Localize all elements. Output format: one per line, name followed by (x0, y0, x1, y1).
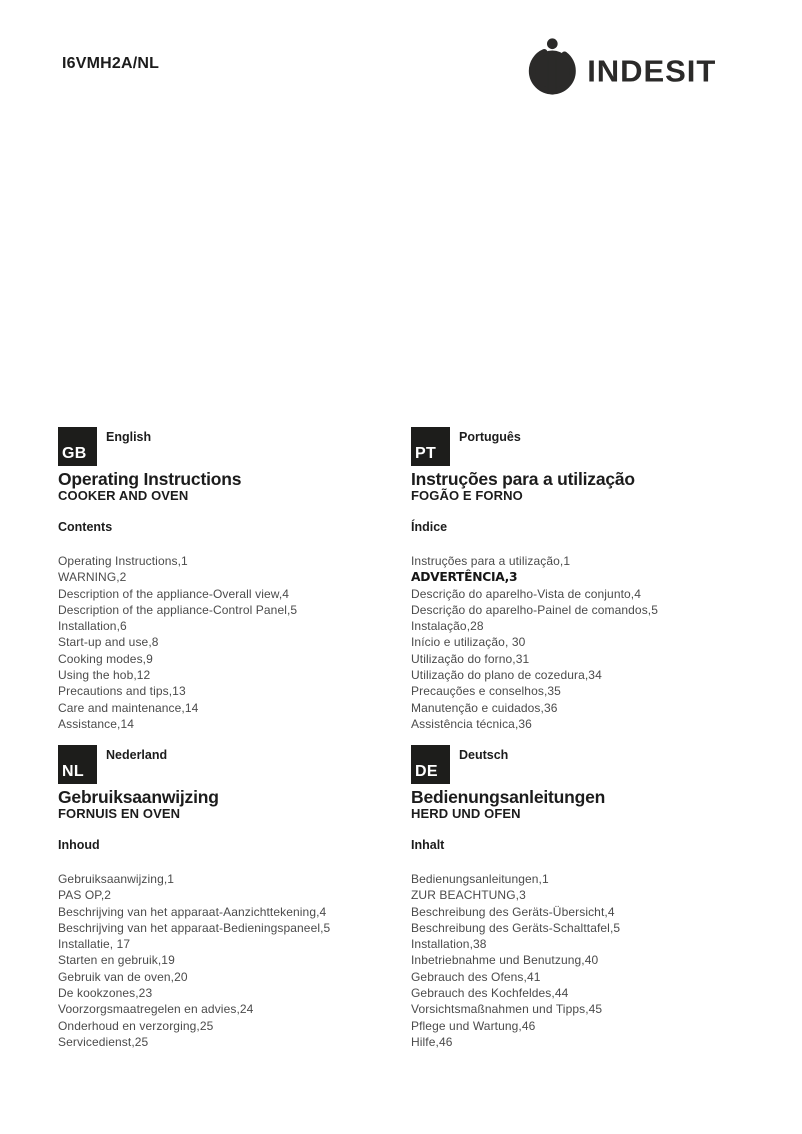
language-badge-pt: PT (411, 427, 450, 466)
table-of-contents (58, 553, 396, 732)
logo-i-stem-icon (548, 54, 556, 94)
toc-item: Starten en gebruik,19 (58, 953, 175, 968)
toc-item: Servicedienst,25 (58, 1034, 149, 1049)
language-label-dutch: Nederland (106, 748, 168, 762)
toc-item: Pflege und Wartung,46 (411, 1018, 536, 1033)
toc-item: Beschrijving van het apparaat-Aanzichttekening,4 (58, 904, 327, 919)
language-badge-de: DE (411, 745, 450, 784)
section-english (58, 427, 396, 732)
toc-item: Voorzorgsmaatregelen en advies,24 (58, 1002, 254, 1017)
contents-heading: Contents (58, 520, 113, 534)
contents-heading: Inhalt (411, 838, 445, 852)
section-title: Bedienungsanleitungen (411, 787, 606, 807)
toc-item: Inbetriebnahme und Benutzung,40 (411, 953, 599, 968)
toc-item: Precautions and tips,13 (58, 684, 186, 699)
language-badge-row (411, 745, 749, 784)
toc-item: Onderhoud en verzorging,25 (58, 1018, 214, 1033)
table-of-contents (411, 553, 749, 732)
toc-item: WARNING,2 (58, 570, 127, 585)
indesit-logo (524, 36, 724, 98)
toc-item: Assistance,14 (58, 716, 135, 731)
section-title: Instruções para a utilização (411, 469, 635, 489)
language-badge-row (411, 427, 749, 466)
toc-item: Bedienungsanleitungen,1 (411, 872, 549, 886)
table-of-contents (58, 871, 396, 1050)
toc-item: Gebruiksaanwijzing,1 (58, 872, 175, 886)
language-badge-row (58, 745, 396, 784)
contents-heading: Inhoud (58, 838, 100, 852)
toc-item: De kookzones,23 (58, 986, 153, 1001)
language-badge-gb: GB (58, 427, 97, 466)
toc-item: Gebrauch des Kochfeldes,44 (411, 986, 569, 1001)
language-badge-row (58, 427, 396, 466)
toc-item: Utilização do plano de cozedura,34 (411, 668, 602, 683)
toc-item: Beschreibung des Geräts-Übersicht,4 (411, 904, 615, 919)
language-label-portuguese: Português (459, 430, 521, 444)
toc-item: Utilização do forno,31 (411, 651, 530, 666)
section-german (411, 745, 749, 1050)
section-subtitle: FORNUIS EN OVEN (58, 806, 181, 821)
indesit-logo-graphic (524, 36, 724, 98)
indesit-wordmark: INDESIT (587, 53, 717, 89)
language-label-german: Deutsch (459, 748, 509, 762)
toc-item: Care and maintenance,14 (58, 700, 199, 715)
toc-item: Installation,38 (411, 937, 487, 952)
section-subtitle: HERD UND OFEN (411, 806, 521, 821)
contents-heading: Índice (411, 520, 448, 534)
toc-item: Instalação,28 (411, 619, 484, 634)
model-number: I6VMH2A/NL (62, 55, 160, 72)
toc-item: Início e utilização, 30 (411, 635, 526, 650)
toc-item: Descrição do aparelho-Vista de conjunto,4 (411, 586, 642, 601)
toc-item: Instruções para a utilização,1 (411, 554, 571, 568)
logo-i-dot-icon (547, 39, 557, 49)
toc-item: Precauções e conselhos,35 (411, 684, 561, 699)
language-badge-nl: NL (58, 745, 97, 784)
toc-item-warning: ADVERTÊNCIA,3 (411, 570, 518, 585)
section-portuguese (411, 427, 749, 732)
toc-item: Beschreibung des Geräts-Schalttafel,5 (411, 920, 621, 935)
toc-item: Assistência técnica,36 (411, 716, 532, 731)
section-title: Operating Instructions (58, 469, 242, 489)
toc-item: Descrição do aparelho-Painel de comandos,5 (411, 602, 659, 617)
toc-item: Manutenção e cuidados,36 (411, 700, 558, 715)
toc-item: ZUR BEACHTUNG,3 (411, 888, 526, 903)
toc-item: Installatie, 17 (58, 937, 131, 952)
section-subtitle: COOKER AND OVEN (58, 488, 189, 503)
toc-item: Gebruik van de oven,20 (58, 969, 188, 984)
toc-item: Operating Instructions,1 (58, 554, 188, 568)
toc-item: Using the hob,12 (58, 668, 151, 683)
language-label-english: English (106, 430, 152, 444)
toc-item: PAS OP,2 (58, 888, 112, 903)
section-title: Gebruiksaanwijzing (58, 787, 219, 807)
toc-item: Vorsichtsmaßnahmen und Tipps,45 (411, 1002, 603, 1017)
section-dutch (58, 745, 396, 1050)
table-of-contents (411, 871, 749, 1050)
toc-item: Cooking modes,9 (58, 651, 153, 666)
toc-item: Beschrijving van het apparaat-Bedieningspaneel,5 (58, 920, 331, 935)
toc-item: Installation,6 (58, 619, 127, 634)
toc-item: Description of the appliance-Control Panel,5 (58, 602, 298, 617)
section-subtitle: FOGÃO E FORNO (411, 488, 523, 503)
toc-item: Description of the appliance-Overall view,4 (58, 586, 290, 601)
toc-item: Gebrauch des Ofens,41 (411, 969, 541, 984)
toc-item: Hilfe,46 (411, 1034, 453, 1049)
toc-item: Start-up and use,8 (58, 635, 159, 650)
